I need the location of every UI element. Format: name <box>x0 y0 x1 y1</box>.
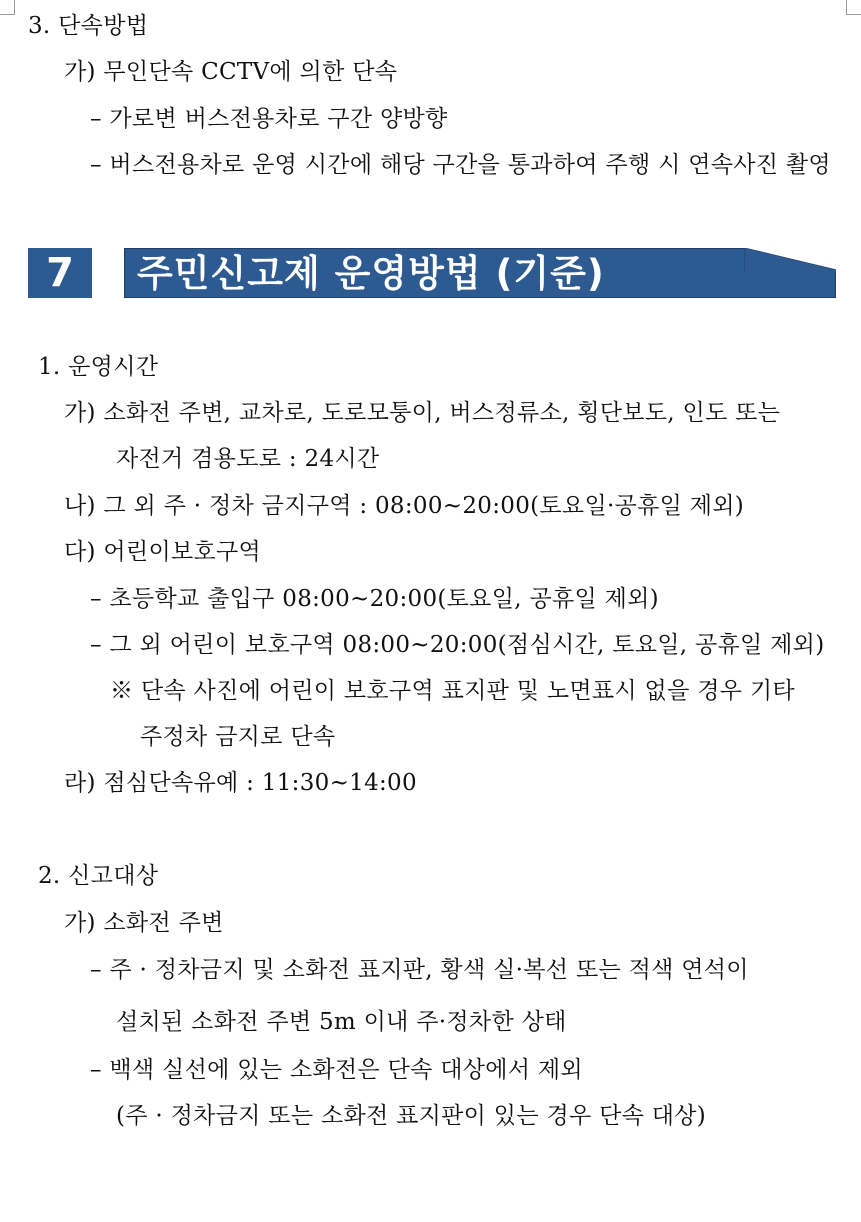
part-1-item-na: 나) 그 외 주 · 정차 금지구역 : 08:00~20:00(토요일·공휴일 제외) <box>64 493 745 519</box>
part-2-dash-2-line-1: – 백색 실선에 있는 소화전은 단속 대상에서 제외 <box>90 1057 583 1083</box>
part-2-heading: 2. 신고대상 <box>38 863 159 889</box>
part-1-note-line-1: ※ 단속 사진에 어린이 보호구역 표지판 및 노면표시 없을 경우 기타 <box>110 678 795 704</box>
section-title-banner <box>124 248 836 298</box>
section-number-badge <box>28 248 92 298</box>
section-3-item-ga: 가) 무인단속 CCTV에 의한 단속 <box>64 59 398 85</box>
part-1-item-da: 다) 어린이보호구역 <box>64 539 262 565</box>
part-1-item-ra: 라) 점심단속유예 : 11:30~14:00 <box>64 770 417 796</box>
section-3-dash-2: – 버스전용차로 운영 시간에 해당 구간을 통과하여 주행 시 연속사진 촬영 <box>90 152 831 178</box>
banner-corner-flag-icon <box>744 248 836 272</box>
part-2-item-ga: 가) 소화전 주변 <box>64 910 224 936</box>
part-2-dash-1-line-1: – 주 · 정차금지 및 소화전 표지판, 황색 실·복선 또는 적색 연석이 <box>90 957 749 983</box>
part-2-dash-2-line-2: (주 · 정차금지 또는 소화전 표지판이 있는 경우 단속 대상) <box>116 1103 707 1129</box>
section-number: 7 <box>46 250 74 296</box>
part-2-dash-1-line-2: 설치된 소화전 주변 5m 이내 주·정차한 상태 <box>116 1009 567 1035</box>
section-3-heading: 3. 단속방법 <box>28 13 149 39</box>
page-corner-mark-left <box>0 0 15 15</box>
part-1-item-ga-line-2: 자전거 겸용도로 : 24시간 <box>116 446 380 472</box>
part-1-note-line-2: 주정차 금지로 단속 <box>140 724 336 750</box>
page-corner-mark-right <box>846 0 861 15</box>
part-1-da-dash-1: – 초등학교 출입구 08:00~20:00(토요일, 공휴일 제외) <box>90 586 659 612</box>
section-3-dash-1: – 가로변 버스전용차로 구간 양방향 <box>90 106 448 132</box>
section-title: 주민신고제 운영방법 (기준) <box>137 252 605 295</box>
part-1-item-ga-line-1: 가) 소화전 주변, 교차로, 도로모퉁이, 버스정류소, 횡단보도, 인도 또는 <box>64 400 781 426</box>
part-1-da-dash-2: – 그 외 어린이 보호구역 08:00~20:00(점심시간, 토요일, 공휴일 제외) <box>90 632 825 658</box>
part-1-heading: 1. 운영시간 <box>38 354 159 380</box>
